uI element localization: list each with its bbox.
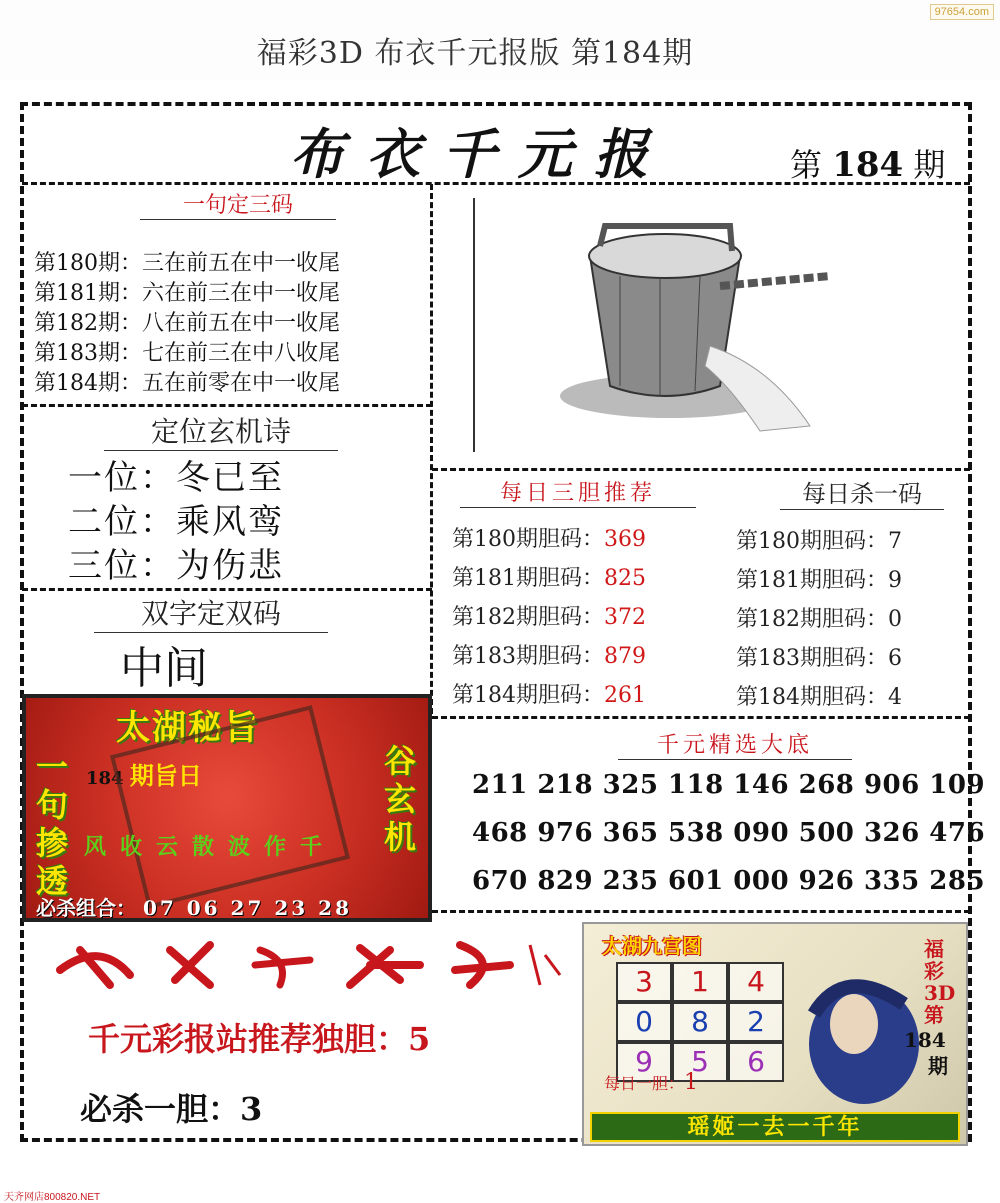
issue-suffix: 期 <box>913 146 946 184</box>
daily-three-row: 第181期胆码：825 <box>452 566 646 591</box>
divider-left-2 <box>22 588 432 591</box>
base-pool-row: 468 976 365 538 090 500 326 476 <box>472 818 986 848</box>
daily-three-list <box>452 522 646 717</box>
one-line-title: 一句定三码 <box>140 188 336 220</box>
taihu-phrase: 风收云散波作千 <box>84 834 337 860</box>
daily-kill-row: 第184期胆码：4 <box>736 685 902 710</box>
grid-cell: 2 <box>728 1002 784 1042</box>
kill-one: 必杀一胆：3 <box>80 1090 263 1128</box>
double-word-value: 中间 <box>120 643 208 694</box>
one-line-list <box>34 246 340 396</box>
nine-palace-banner: 瑶姬一去一千年 <box>590 1112 960 1142</box>
grid-cell: 4 <box>728 962 784 1002</box>
daily-three-row: 第180期胆码：369 <box>452 527 646 552</box>
grid-cell: 6 <box>728 1042 784 1082</box>
daily-three-title: 每日三胆推荐 <box>460 476 696 508</box>
page-header-title: 福彩3D 布衣千元报版 第184期 <box>256 36 694 71</box>
nine-palace-panel <box>582 922 968 1146</box>
bucket-icon <box>470 196 960 454</box>
taihu-left-text: 一句掺透 <box>36 748 69 900</box>
calligraphy-strokes-icon <box>40 930 570 1000</box>
issue-prefix: 第 <box>790 146 823 184</box>
one-line-row: 第180期：三在前五在中一收尾 <box>34 251 340 276</box>
grid-cell: 3 <box>616 962 672 1002</box>
one-line-row: 第181期：六在前三在中一收尾 <box>34 281 340 306</box>
daily-kill-row: 第183期胆码：6 <box>736 646 902 671</box>
divider-vertical <box>430 184 433 714</box>
poem-list <box>68 450 284 586</box>
base-pool-list <box>472 770 985 914</box>
one-line-row: 第182期：八在前五在中一收尾 <box>34 311 340 336</box>
grid-cell: 5 <box>672 1042 728 1082</box>
issue-value: 184 <box>832 145 904 185</box>
daily-three-row: 第183期胆码：879 <box>452 644 646 669</box>
divider-left-1 <box>22 404 432 407</box>
divider-header <box>22 182 970 185</box>
daily-kill-row: 第181期胆码：9 <box>736 568 902 593</box>
taihu-kill-combo: 必杀组合： 07 06 27 23 28 <box>36 896 352 920</box>
footer-watermark: 天齐网店800820.NET <box>4 1192 101 1203</box>
site-watermark[interactable]: 97654.com <box>930 4 994 20</box>
nine-palace-issue-suffix: 期 <box>928 1054 948 1078</box>
one-line-row: 第184期：五在前零在中一收尾 <box>34 371 340 396</box>
nine-palace-issue: 184 <box>904 1028 946 1052</box>
bucket-illustration <box>470 196 960 454</box>
taihu-panel <box>22 694 432 922</box>
daily-three-row: 第182期胆码：372 <box>452 605 646 630</box>
issue-number <box>790 140 945 186</box>
recommend-single: 千元彩报站推荐独胆：5 <box>88 1020 431 1058</box>
base-pool-row: 211 218 325 118 146 268 906 109 <box>472 770 986 800</box>
poem-title: 定位玄机诗 <box>104 410 338 451</box>
daily-kill-list <box>736 524 902 719</box>
double-word-title: 双字定双码 <box>94 592 328 633</box>
grid-cell: 0 <box>616 1002 672 1042</box>
paper-title: 布衣千元报 <box>290 122 670 186</box>
grid-cell: 8 <box>672 1002 728 1042</box>
base-pool-row: 670 829 235 601 000 926 335 285 <box>472 866 986 896</box>
daily-three-row: 第184期胆码：261 <box>452 683 646 708</box>
grid-cell: 1 <box>672 962 728 1002</box>
poem-row: 三位：为伤悲 <box>68 546 284 586</box>
nine-palace-grid <box>616 962 784 1082</box>
daily-kill-row: 第180期胆码：7 <box>736 529 902 554</box>
grid-cell: 9 <box>616 1042 672 1082</box>
poem-row: 一位：冬已至 <box>68 458 284 498</box>
poem-row: 二位：乘风鸾 <box>68 502 284 542</box>
divider-right-1 <box>432 468 970 471</box>
nine-palace-title: 太湖九宫图 <box>602 934 702 958</box>
taihu-right-text: 谷玄机 <box>384 742 417 856</box>
daily-kill-title: 每日杀一码 <box>780 474 944 510</box>
taihu-issue-tag: 184 期旨日 <box>86 761 202 790</box>
base-pool-title: 千元精选大底 <box>618 728 852 760</box>
nine-palace-side-text: 福彩3D第 <box>924 937 956 1027</box>
one-line-row: 第183期：七在前三在中八收尾 <box>34 341 340 366</box>
daily-kill-row: 第182期胆码：0 <box>736 607 902 632</box>
grid-row <box>616 1002 784 1042</box>
brush-calligraphy-banner <box>40 930 570 1000</box>
grid-row <box>616 962 784 1002</box>
taihu-title: 太湖秘旨 <box>116 708 260 748</box>
nine-palace-daily: 每日一胆：1 <box>604 1070 699 1095</box>
